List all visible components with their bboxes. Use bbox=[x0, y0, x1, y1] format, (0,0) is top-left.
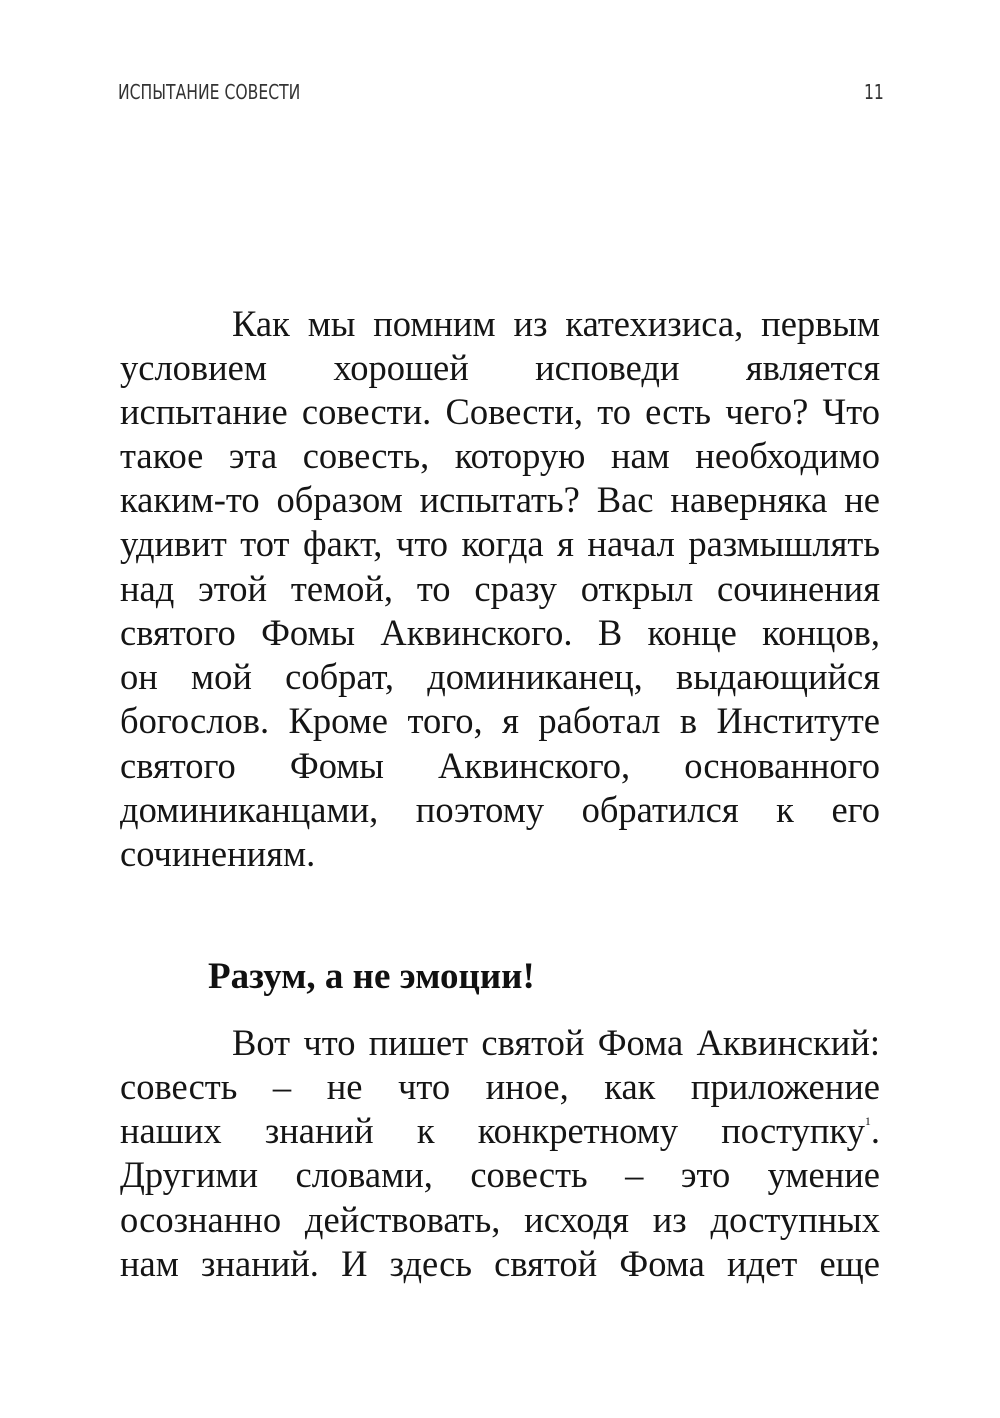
text-line: доминиканцами, поэтому обратился к его bbox=[120, 789, 880, 830]
text-line: такое эта совесть, которую нам необходимо bbox=[120, 435, 880, 476]
text-line: над этой темой, то сразу открыл сочинения bbox=[120, 568, 880, 609]
text-line: Как мы помним из катехизиса, первым bbox=[232, 303, 880, 344]
footnote-marker[interactable]: 1 bbox=[864, 1114, 871, 1128]
text-line: он мой собрат, доминиканец, выдающийся bbox=[120, 656, 880, 697]
text-line: удивит тот факт, что когда я начал размышлять bbox=[120, 523, 880, 564]
section-heading: Разум, а не эмоции! bbox=[208, 956, 535, 997]
page-number: 11 bbox=[864, 80, 884, 104]
text-line: Другими словами, совесть – это умение bbox=[120, 1154, 880, 1195]
text-line: испытание совести. Совести, то есть чего? Что bbox=[120, 391, 880, 432]
text-span: наших знаний к конкретному поступку bbox=[120, 1110, 865, 1151]
text-line: каким-то образом испытать? Вас наверняка не bbox=[120, 479, 880, 520]
text-line: святого Фомы Аквинского, основанного bbox=[120, 745, 880, 786]
text-line: святого Фомы Аквинского. В конце концов, bbox=[120, 612, 880, 653]
text-line: Вот что пишет святой Фома Аквинский: bbox=[232, 1022, 880, 1063]
text-line: богослов. Кроме того, я работал в Институте bbox=[120, 700, 880, 741]
text-line: совесть – не что иное, как приложение bbox=[120, 1066, 880, 1107]
text-span: . bbox=[870, 1110, 880, 1151]
text-line: сочинениям. bbox=[120, 833, 316, 874]
text-line: условием хорошей исповеди является bbox=[120, 347, 880, 388]
text-line: нам знаний. И здесь святой Фома идет еще bbox=[120, 1243, 880, 1284]
text-line-with-footnote bbox=[120, 1109, 880, 1153]
text-line: осознанно действовать, исходя из доступных bbox=[120, 1199, 880, 1240]
running-head-title: ИСПЫТАНИЕ СОВЕСТИ bbox=[118, 80, 301, 104]
